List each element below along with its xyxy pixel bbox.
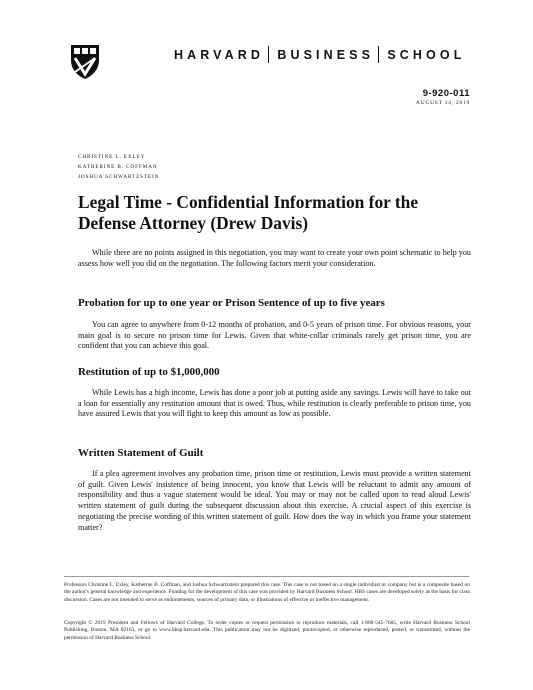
masthead-word-harvard: HARVARD [174,48,265,62]
section-heading-restitution: Restitution of up to $1,000,000 [78,366,220,378]
case-title: Legal Time - Confidential Information for the Defense Attorney (Drew Davis) [78,192,419,233]
intro-paragraph: While there are no points assigned in this negotiation, you may want to create your own point schematic to help you assess how well you did on the negotiation. The following factors merit your consideration. [78,248,471,268]
footer-note: Professors Christine L. Exley, Katherine B. Coffman, and Joshua Schwartzstein prepared this case. This case is not based on a single individual or company but is a composite based on the author's general knowledge and experience. Funding for the development of this case was provided by Harvard Business School. HBS cases are developed solely as the basis for class discussion. Cases are not intended to serve as endorsements, sources of primary data, or illustrations of effective or ineffective management. [64,582,470,603]
masthead-divider [268,46,269,63]
harvard-business-school-wordmark [174,46,465,63]
author-name: KATHERINE B. COFFMAN [78,164,158,170]
masthead-word-business: BUSINESS [277,48,375,62]
section-heading-written-statement: Written Statement of Guilt [78,447,204,459]
author-list [78,152,159,182]
footer-divider [64,576,469,577]
author-name: CHRISTINE L. EXLEY [78,154,146,160]
masthead-word-school: SCHOOL [387,48,466,62]
masthead-divider [378,46,379,63]
section-heading-probation: Probation for up to one year or Prison Sentence of up to five years [78,297,385,309]
footer-copyright: Copyright © 2019 President and Fellows of Harvard College. To order copies or request permission to reproduce materials, call 1-800-545-7685, write Harvard Business School Publishing, Boston, MA 02163, or go to www.hbsp.harvard.edu. This publication may not be digitized, photocopied, or otherwise reproduced, posted, or transmitted, without the permission of Harvard Business School. [64,620,470,641]
section-text-restitution: While Lewis has a high income, Lewis has done a poor job at putting aside any savings. Lewis will have to take out a loan for essentially any restitution amount that is owed. Thus, while restitution is clearly preferable to prison time, you have assured Lewis that you will fight to keep this amount as low as possible. [78,388,471,419]
document-number: 9-920-011 [422,88,470,99]
section-text-written-statement: If a plea agreement involves any probation time, prison time or restitution, Lewis must provide a written statement of guilt. Given Lewis' insistence of being innocent, you know that Lewis will be reluctant to admit any amount of responsibility and thus a vague statement would be ideal. You may or may not be called upon to read aloud Lewis' written statement of guilt during the subsequent discussion about this exercise. A crucial aspect of this exercise is negotiating the precise wording of this written statement of guilt. How does the way in which you frame your statement matter? [78,469,471,532]
author-name: JOSHUA SCHWARTZSTEIN [78,174,160,180]
section-text-probation: You can agree to anywhere from 0-12 months of probation, and 0-5 years of prison time. For obvious reasons, your main goal is to secure no prison time for Lewis. Given that white-collar criminals rarely get prison time, you are confident that you can achieve this goal. [78,320,471,351]
document-date: AUGUST 14, 2019 [416,100,470,106]
harvard-shield-logo [70,44,100,80]
